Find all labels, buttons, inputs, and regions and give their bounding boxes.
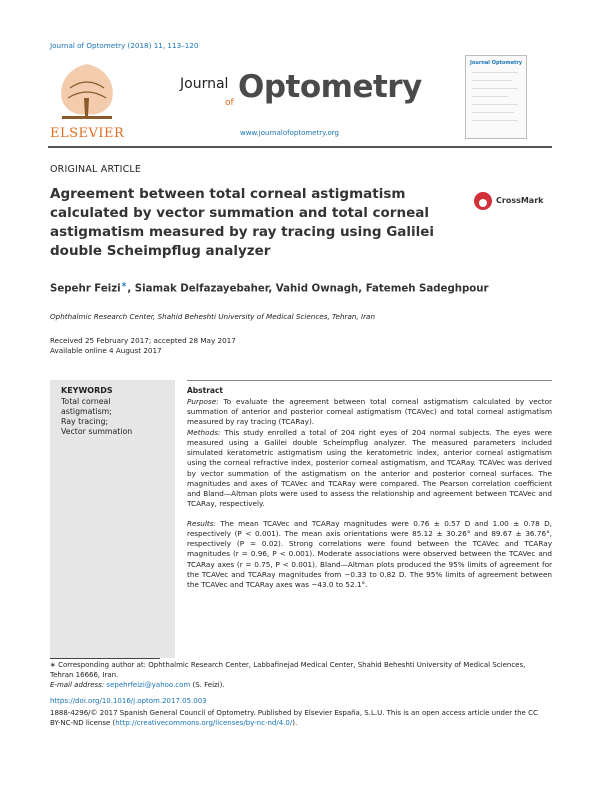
doi-link[interactable]: https://doi.org/10.1016/j.optom.2017.05.003 [50,697,207,705]
results-text: The mean TCAVec and TCARay magnitudes were 0.76 ± 0.57 D and 1.00 ± 0.78 D, respectively (P < 0.001). The mean axis orientations were 85.12 ± 30.26° and 89.67 ± 36.76°, respectively (P = 0.02). Strong correlations were found between the TCAVec and TCARay magnitudes (r = 0.96, P < 0.001). Moderate associations were observed between the TCAVec and TCARay axes (r = 0.75, P < 0.001). Bland—Altman plots produced the 95% limits of agreement for the TCAVec and TCARay magnitudes from −0.33 to 0.82 D. The 95% limits of agreement between the TCAVec and TCARay axes was −43.0 to 52.1°. [187,519,552,589]
available-date: Available online 4 August 2017 [50,346,162,355]
journal-logo-of: of [225,98,234,108]
email-link[interactable]: sepehrfeizi@yahoo.com [106,681,191,689]
license-suffix: ). [292,719,298,727]
article-dates [50,336,236,356]
keywords-title: KEYWORDS [61,386,113,395]
corresponding-author-text: ∗ Corresponding author at: Ophthalmic Research Center, Labbafinejad Medical Center, Shahid Beheshti University of Medical Sciences, Tehran 16666, Iran. [50,661,526,679]
article-type: ORIGINAL ARTICLE [50,164,142,175]
keywords-box [50,380,175,658]
abstract-methods [187,428,552,509]
corresponding-author-footnote [50,659,550,690]
journal-cover-thumbnail [465,55,527,139]
header-divider [48,146,552,148]
cover-title: Journal Optometry [470,60,523,66]
abstract-divider [187,380,552,381]
article-title: Agreement between total corneal astigmatism calculated by vector summation and total corneal astigmatism measured by ray tracing using Galilei double Scheimpflug analyzer [50,186,435,259]
received-date: Received 25 February 2017; accepted 28 May 2017 [50,336,236,345]
keyword-item: Ray tracing; [61,417,109,426]
purpose-text: To evaluate the agreement between total corneal astigmatism calculated by vector summation of anterior and posterior corneal astigmatism (TCAVec) and total corneal astigmatism measured by ray tracing (TCARay). [187,397,552,427]
abstract-results [187,519,552,590]
purpose-label: Purpose: [187,397,219,406]
journal-logo-journal: Journal [180,76,229,92]
email-label: E-mail address: [50,681,105,689]
elsevier-wordmark: ELSEVIER [50,126,125,141]
journal-citation[interactable]: Journal of Optometry (2018) 11, 113–120 [50,41,199,50]
journal-url-link[interactable]: www.journalofoptometry.org [240,129,339,137]
keyword-item: astigmatism; [61,407,112,416]
email-suffix: (S. Feizi). [190,681,225,689]
license-link[interactable]: http://creativecommons.org/licenses/by-nc-nd/4.0/ [115,719,293,727]
keyword-item: Vector summation [61,427,133,436]
abstract-title: Abstract [187,386,224,395]
crossmark-badge[interactable] [474,190,549,214]
other-authors: , Siamak Delfazayebaher, Vahid Ownagh, Fatemeh Sadeghpour [127,283,489,295]
methods-label: Methods: [187,428,221,437]
abstract-purpose [187,397,552,427]
first-author: Sepehr Feizi [50,283,121,295]
author-list [50,280,489,294]
journal-logo-optometry: Optometry [238,69,422,105]
keyword-item: Total corneal [61,397,111,406]
crossmark-icon [474,192,492,210]
results-label: Results: [187,519,216,528]
methods-text: This study enrolled a total of 204 right eyes of 204 normal subjects. The eyes were measured using a Galilei double Scheimpflug analyzer. The measured parameters included simulated keratometric astigmatism using the keratometric index, anterior corneal astigmatism using the corneal refractive index, posterior corneal astigmatism, and TCARay. TCAVec was derived by vector summation of the astigmatism on the anterior and posterior corneal surfaces. The magnitudes and axes of TCAVec and TCARay were compared. The Pearson correlation coefficient and Bland—Altman plots were used to assess the relationship and agreement between TCAVec and TCARay, respectively. [187,428,552,509]
affiliation: Ophthalmic Research Center, Shahid Beheshti University of Medical Sciences, Tehran, Iran [50,312,376,321]
license-prefix: 1888-4296/© 2017 Spanish General Council of Optometry. Published by Elsevier España, S.L.U. This is an open access article under the CC BY-NC-ND license ( [50,709,538,727]
email-line [50,680,550,690]
crossmark-label: CrossMark [496,196,544,205]
corresponding-author-marker[interactable]: ∗ [120,280,128,289]
license-statement [50,708,550,728]
